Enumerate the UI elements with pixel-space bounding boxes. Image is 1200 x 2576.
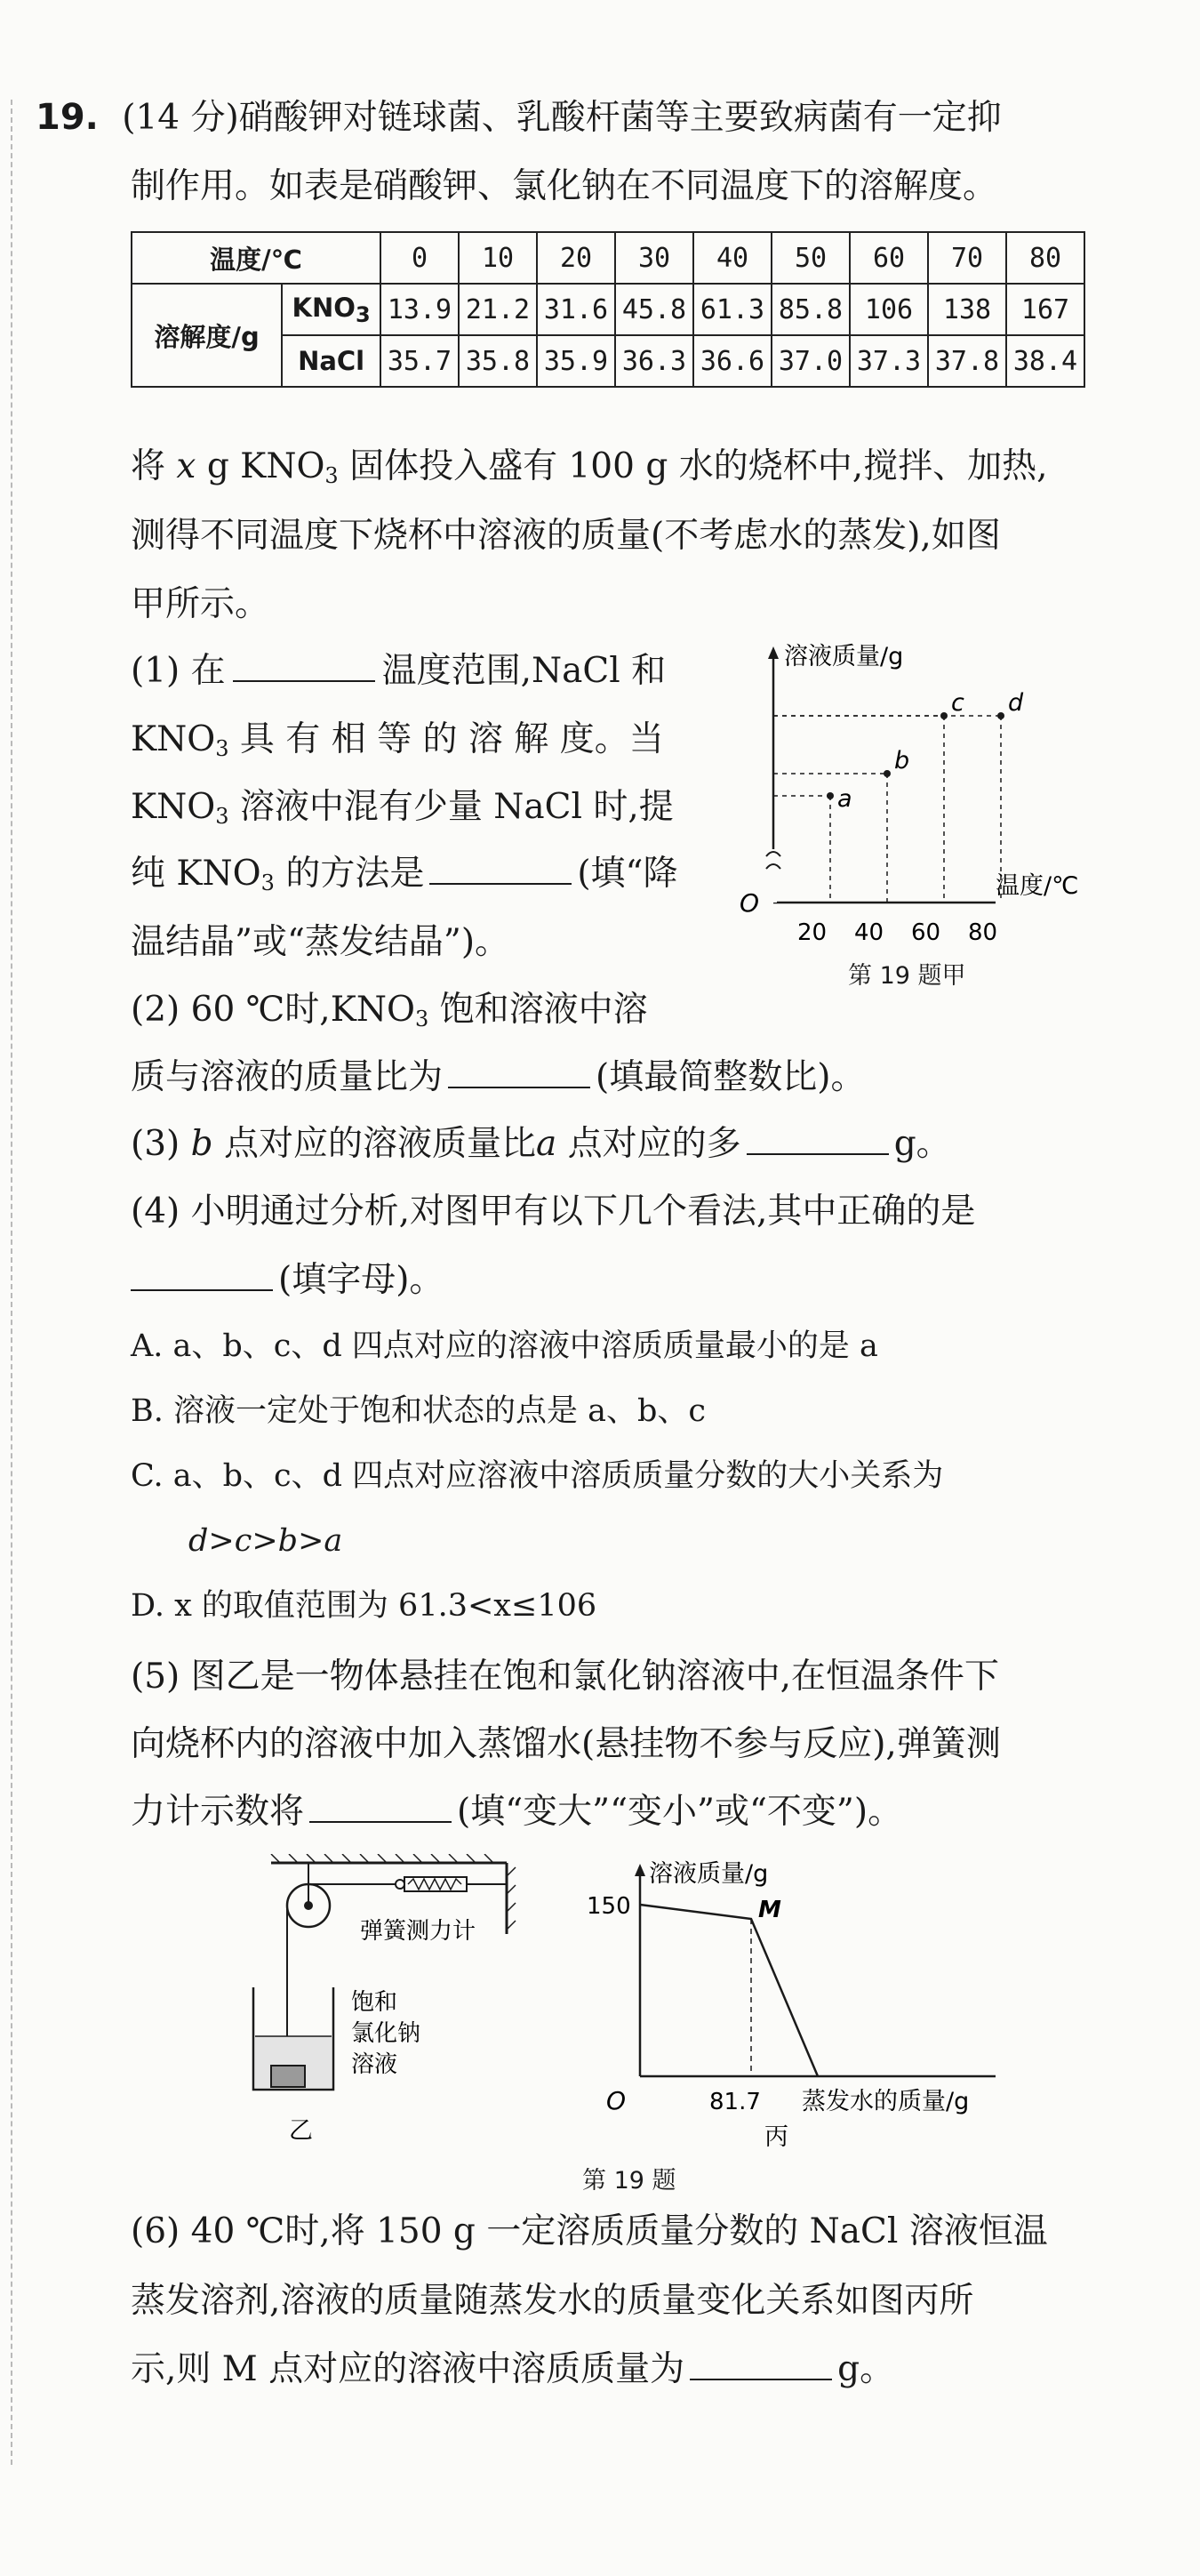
figure-yi [236, 1854, 529, 2156]
q3-text: (3) [131, 1124, 191, 1164]
figure-bing [578, 1858, 1076, 2152]
table-row [132, 232, 1084, 284]
q1-line-5: 温结晶”或“蒸发结晶”)。 [131, 922, 510, 962]
table-cell: 40 [693, 232, 772, 284]
table-cell: 35.9 [537, 335, 615, 387]
point-label-c: c [951, 689, 964, 717]
q5-text: 力计示数将 [131, 1792, 305, 1832]
q3-text: 点对应的溶液质量比 [212, 1124, 537, 1164]
q6-line-2: 蒸发溶剂,溶液的质量随蒸发水的质量变化关系如图丙所 [131, 2281, 974, 2321]
answer-blank-3[interactable] [448, 1060, 590, 1088]
point-label-a: a [837, 785, 852, 813]
x-tick-label: 40 [854, 919, 884, 946]
hanging-object [271, 2066, 305, 2087]
data-point-d [997, 712, 1004, 719]
var-a: a [536, 1124, 557, 1164]
x-axis-label: 蒸发水的质量/g [802, 2088, 970, 2115]
q1-line-1 [131, 651, 667, 691]
q1-text: KNO [131, 787, 216, 827]
q2-text: (2) 60 ℃时,KNO [131, 990, 415, 1030]
margin-dashed-rule [11, 100, 12, 2465]
q5-line-2: 向烧杯内的溶液中加入蒸馏水(悬挂物不参与反应),弹簧测 [131, 1724, 1001, 1764]
table-cell: 36.6 [693, 335, 772, 387]
guide-lines [773, 716, 1001, 903]
figure-caption: 第 19 题 [582, 2167, 676, 2195]
q4-option-d: D. x 的取值范围为 61.3<x≤106 [131, 1588, 597, 1624]
point-m-label: M [758, 1897, 781, 1923]
y-axis-arrow [635, 1864, 645, 1876]
q6-line-1: (6) 40 ℃时,将 150 g 一定溶质质量分数的 NaCl 溶液恒温 [131, 2211, 1048, 2251]
q4-option-c: C. a、b、c、d 四点对应溶液中溶质质量分数的大小关系为 [131, 1458, 944, 1494]
q6-text: g。 [837, 2349, 895, 2389]
origin-label: O [606, 2086, 627, 2115]
table-cell: 30 [615, 232, 693, 284]
answer-blank-2[interactable] [429, 856, 572, 885]
figure-yi-caption: 乙 [289, 2117, 313, 2145]
q5-line-1: (5) 图乙是一物体悬挂在饱和氯化钠溶液中,在恒温条件下 [131, 1657, 1000, 1697]
kno3-label-text: KNO [292, 292, 356, 323]
subscript: 3 [260, 871, 275, 895]
solution-label-1: 饱和 [351, 1989, 398, 2016]
q1-text: 具 有 相 等 的 溶 解 度。当 [228, 719, 664, 759]
table-cell: 13.9 [380, 284, 459, 335]
answer-blank-7[interactable] [690, 2352, 832, 2380]
q4-line-2 [131, 1260, 444, 1300]
q3-line [131, 1124, 951, 1164]
x-tick-label: 20 [797, 919, 828, 946]
y-axis-label: 溶液质量/g [784, 643, 904, 670]
answer-blank-6[interactable] [309, 1794, 452, 1823]
table-cell: 35.8 [459, 335, 537, 387]
table-cell: 80 [1006, 232, 1084, 284]
q4-option-a: A. a、b、c、d 四点对应的溶液中溶质质量最小的是 a [131, 1328, 878, 1364]
q1-line-3 [131, 787, 674, 829]
q1-text: 的方法是 [274, 854, 425, 894]
q1-line-2 [131, 719, 664, 761]
table-cell: 0 [380, 232, 459, 284]
table-cell: 20 [537, 232, 615, 284]
answer-blank-5[interactable] [131, 1263, 273, 1291]
table-cell: 60 [850, 232, 928, 284]
data-points [827, 689, 1024, 813]
temp-header: 温度/℃ [132, 232, 380, 284]
solution-label-2: 氯化钠 [351, 2020, 421, 2047]
q5-text: (填“变大”“变小”或“不变”)。 [457, 1792, 903, 1832]
data-point-c [940, 712, 948, 719]
q4-option-c-relation: d>c>b>a [188, 1523, 343, 1559]
q1-text: (1) 在 [131, 651, 226, 691]
point-label-b: b [894, 747, 910, 774]
var-b: b [190, 1124, 213, 1164]
x-tick-label: 80 [968, 919, 998, 946]
figure-jia [729, 636, 1120, 974]
nacl-label: NaCl [282, 335, 380, 387]
table-cell: 50 [772, 232, 850, 284]
y-tick-150: 150 [587, 1893, 631, 1920]
table-cell: 31.6 [537, 284, 615, 335]
table-cell: 70 [928, 232, 1006, 284]
answer-blank-1[interactable] [233, 654, 375, 682]
solubility-table [131, 231, 1085, 388]
x-axis-label: 温度/℃ [996, 872, 1079, 900]
q1-line-4 [131, 856, 677, 894]
para-text: 固体投入盛有 100 g 水的烧杯中,搅拌、加热, [338, 446, 1048, 486]
para-text: 将 [131, 446, 166, 486]
table-cell: 10 [459, 232, 537, 284]
spring-scale-label: 弹簧测力计 [360, 1918, 476, 1945]
subscript: 3 [215, 736, 229, 761]
q3-text: g。 [893, 1124, 951, 1164]
table-cell: 37.8 [928, 335, 1006, 387]
data-point-b [884, 770, 891, 777]
q1-text: 溶液中混有少量 NaCl 时,提 [228, 787, 674, 827]
para-line-3: 甲所示。 [131, 584, 270, 624]
para-line-1 [131, 446, 1048, 488]
para-line-2: 测得不同温度下烧杯中溶液的质量(不考虑水的蒸发),如图 [131, 516, 1001, 556]
q3-text: 点对应的多 [556, 1124, 741, 1164]
q2-text: 饱和溶液中溶 [428, 990, 648, 1030]
solution-label-3: 溶液 [351, 2051, 398, 2078]
q1-text: 纯 KNO [131, 854, 261, 894]
kno3-label [282, 284, 380, 335]
q2-text: 质与溶液的质量比为 [131, 1057, 444, 1097]
table-cell: 85.8 [772, 284, 850, 335]
point-label-d: d [1008, 689, 1024, 717]
table-cell: 38.4 [1006, 335, 1084, 387]
var-x: x [176, 446, 196, 486]
q2-line-1 [131, 992, 648, 1030]
spring-coil [408, 1879, 461, 1890]
q4-option-b: B. 溶液一定处于饱和状态的点是 a、b、c [131, 1393, 706, 1429]
x-tick-label: 60 [911, 919, 941, 946]
q6-line-3 [131, 2349, 895, 2389]
series-line [640, 1905, 818, 2076]
subscript: 3 [414, 1007, 429, 1031]
intro-text-2: 制作用。如表是硝酸钾、氯化钠在不同温度下的溶解度。 [131, 166, 998, 206]
table-cell: 21.2 [459, 284, 537, 335]
q4-line-1: (4) 小明通过分析,对图甲有以下几个看法,其中正确的是 [131, 1192, 976, 1232]
q2-text: (填最简整数比)。 [596, 1057, 866, 1097]
table-row [132, 284, 1084, 335]
q6-text: 示,则 M 点对应的溶液中溶质质量为 [131, 2349, 685, 2389]
figure-bing-caption: 丙 [764, 2123, 788, 2151]
pulley-axle [304, 1901, 313, 1910]
q1-text: (填“降 [577, 854, 678, 894]
question-line-1 [36, 97, 1002, 138]
answer-blank-4[interactable] [747, 1127, 889, 1155]
y-axis-arrow [768, 646, 779, 659]
solubility-header: 溶解度/g [132, 284, 282, 387]
x-tick-817: 81.7 [709, 2089, 761, 2115]
table-cell: 45.8 [615, 284, 693, 335]
table-cell: 35.7 [380, 335, 459, 387]
table-cell: 106 [850, 284, 928, 335]
table-cell: 167 [1006, 284, 1084, 335]
q2-line-2 [131, 1057, 866, 1097]
question-number: 19. [36, 97, 99, 138]
table-cell: 61.3 [693, 284, 772, 335]
origin-label: O [740, 888, 760, 918]
table-cell: 37.0 [772, 335, 850, 387]
figure-jia-caption: 第 19 题甲 [848, 962, 966, 990]
q1-text: 温度范围,NaCl 和 [381, 651, 667, 691]
data-point-a [827, 792, 834, 799]
subscript: 3 [324, 463, 339, 488]
table-cell: 138 [928, 284, 1006, 335]
table-cell: 36.3 [615, 335, 693, 387]
kno3-subscript: 3 [355, 301, 371, 327]
q5-line-3 [131, 1792, 903, 1832]
para-text: g KNO [196, 446, 325, 486]
table-cell: 37.3 [850, 335, 928, 387]
q4-text: (填字母)。 [278, 1260, 444, 1300]
y-axis-label: 溶液质量/g [649, 1860, 769, 1888]
subscript: 3 [215, 804, 229, 829]
q1-text: KNO [131, 719, 216, 759]
intro-text-1: (14 分)硝酸钾对链球菌、乳酸杆菌等主要致病菌有一定抑 [122, 98, 1002, 138]
hook [396, 1880, 404, 1889]
